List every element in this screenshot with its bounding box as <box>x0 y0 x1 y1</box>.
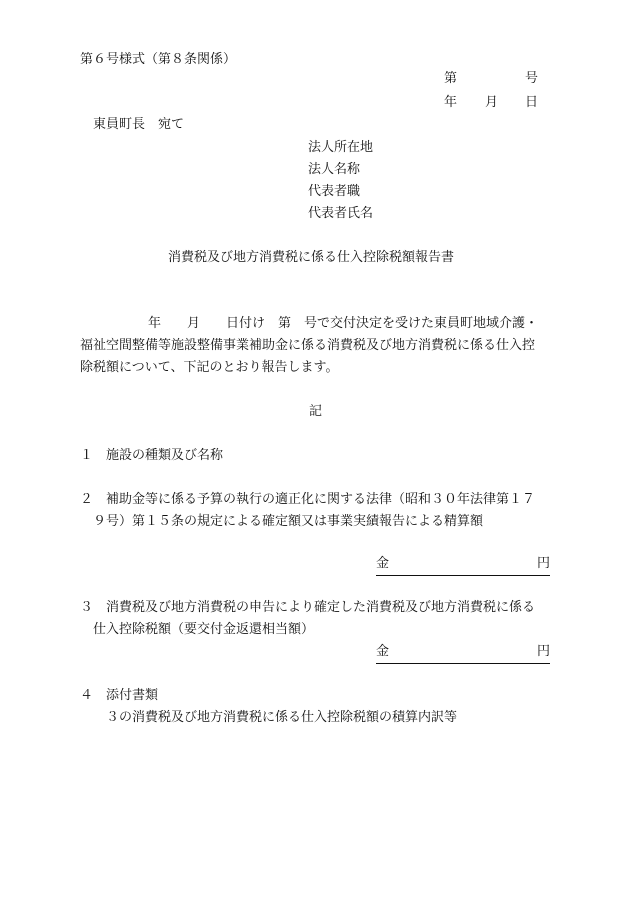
item-2-line-2: ９号）第１５条の規定による確定額又は事業実績報告による精算額 <box>93 514 484 529</box>
doc-number-prefix: 第 <box>444 71 458 86</box>
applicant-name-label: 法人名称 <box>308 162 361 177</box>
document-title: 消費税及び地方消費税に係る仕入控除税額報告書 <box>168 250 455 265</box>
doc-number-suffix: 号 <box>525 71 539 86</box>
item-2-line-1: 補助金等に係る予算の執行の適正化に関する法律（昭和３０年法律第１７ <box>106 492 536 507</box>
amount-1-suffix: 円 <box>536 556 550 571</box>
ki-heading: 記 <box>309 404 323 419</box>
item-4-subtext: ３の消費税及び地方消費税に係る仕入控除税額の積算内訳等 <box>106 710 458 725</box>
item-1-text: 施設の種類及び名称 <box>106 448 224 463</box>
item-3-line-2: 仕入控除税額（要交付金返還相当額） <box>93 622 315 637</box>
amount-1-prefix: 金 <box>376 556 390 571</box>
item-4-number: ４ <box>80 688 94 703</box>
amount-field-1 <box>376 557 550 576</box>
representative-name-label: 代表者氏名 <box>308 206 374 221</box>
item-1-number: １ <box>80 448 94 463</box>
date-month: 月 <box>485 95 499 110</box>
amount-field-2 <box>376 645 550 664</box>
date-year: 年 <box>444 95 458 110</box>
item-3-line-1: 消費税及び地方消費税の申告により確定した消費税及び地方消費税に係る <box>106 600 536 615</box>
representative-title-label: 代表者職 <box>308 184 361 199</box>
body-line-1: 年 月 日付け 第 号で交付決定を受けた東員町地域介護・ <box>148 316 539 331</box>
date-day: 日 <box>525 95 539 110</box>
applicant-address-label: 法人所在地 <box>308 140 374 155</box>
item-4-text: 添付書類 <box>106 688 159 703</box>
amount-2-prefix: 金 <box>376 644 390 659</box>
body-line-3: 除税額について、下記のとおり報告します。 <box>80 360 339 375</box>
form-id: 第６号様式（第８条関係） <box>80 52 237 67</box>
body-line-2: 福祉空間整備等施設整備事業補助金に係る消費税及び地方消費税に係る仕入控 <box>80 338 536 353</box>
item-2-number: ２ <box>80 492 94 507</box>
addressee: 東員町長 宛て <box>93 117 185 132</box>
item-3-number: ３ <box>80 600 94 615</box>
amount-2-suffix: 円 <box>536 644 550 659</box>
